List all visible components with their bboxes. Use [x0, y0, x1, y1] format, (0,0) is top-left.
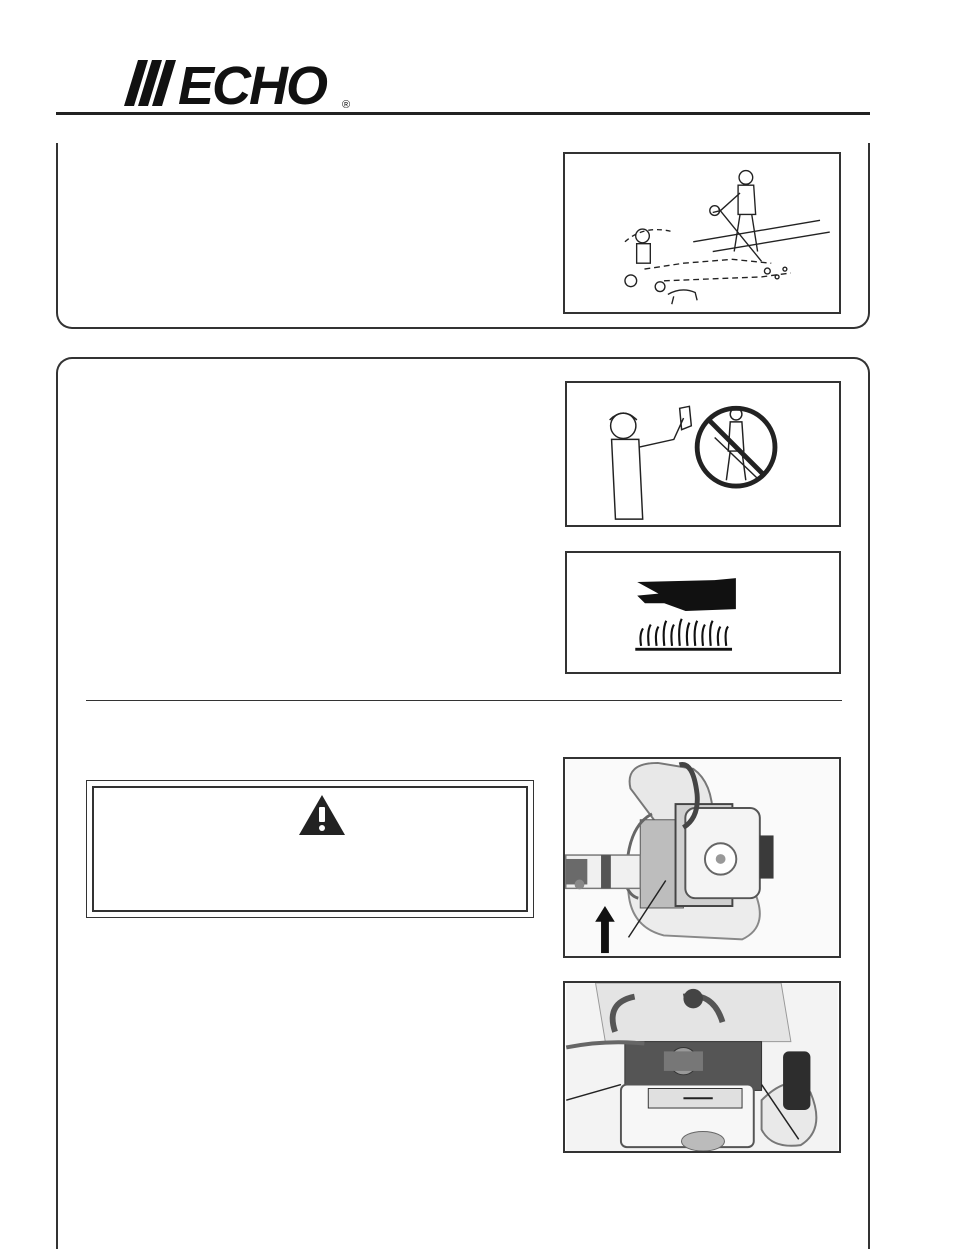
warning-triangle-icon: [297, 793, 347, 837]
brand-name: ECHO: [178, 58, 327, 110]
engine-carburetor-photo: [563, 981, 841, 1153]
bystander-safety-zone-illustration: [563, 152, 841, 314]
echo-logo: [118, 58, 358, 110]
section-divider: [86, 700, 842, 701]
engine-choke-photo: [563, 757, 841, 958]
warning-box: [86, 780, 534, 918]
warning-box-inner: [92, 786, 528, 912]
header-rule: [56, 112, 870, 115]
registered-mark: ®: [342, 99, 351, 110]
hot-surface-hand-icon: [565, 551, 841, 674]
stop-prohibited-person-illustration: [565, 381, 841, 527]
